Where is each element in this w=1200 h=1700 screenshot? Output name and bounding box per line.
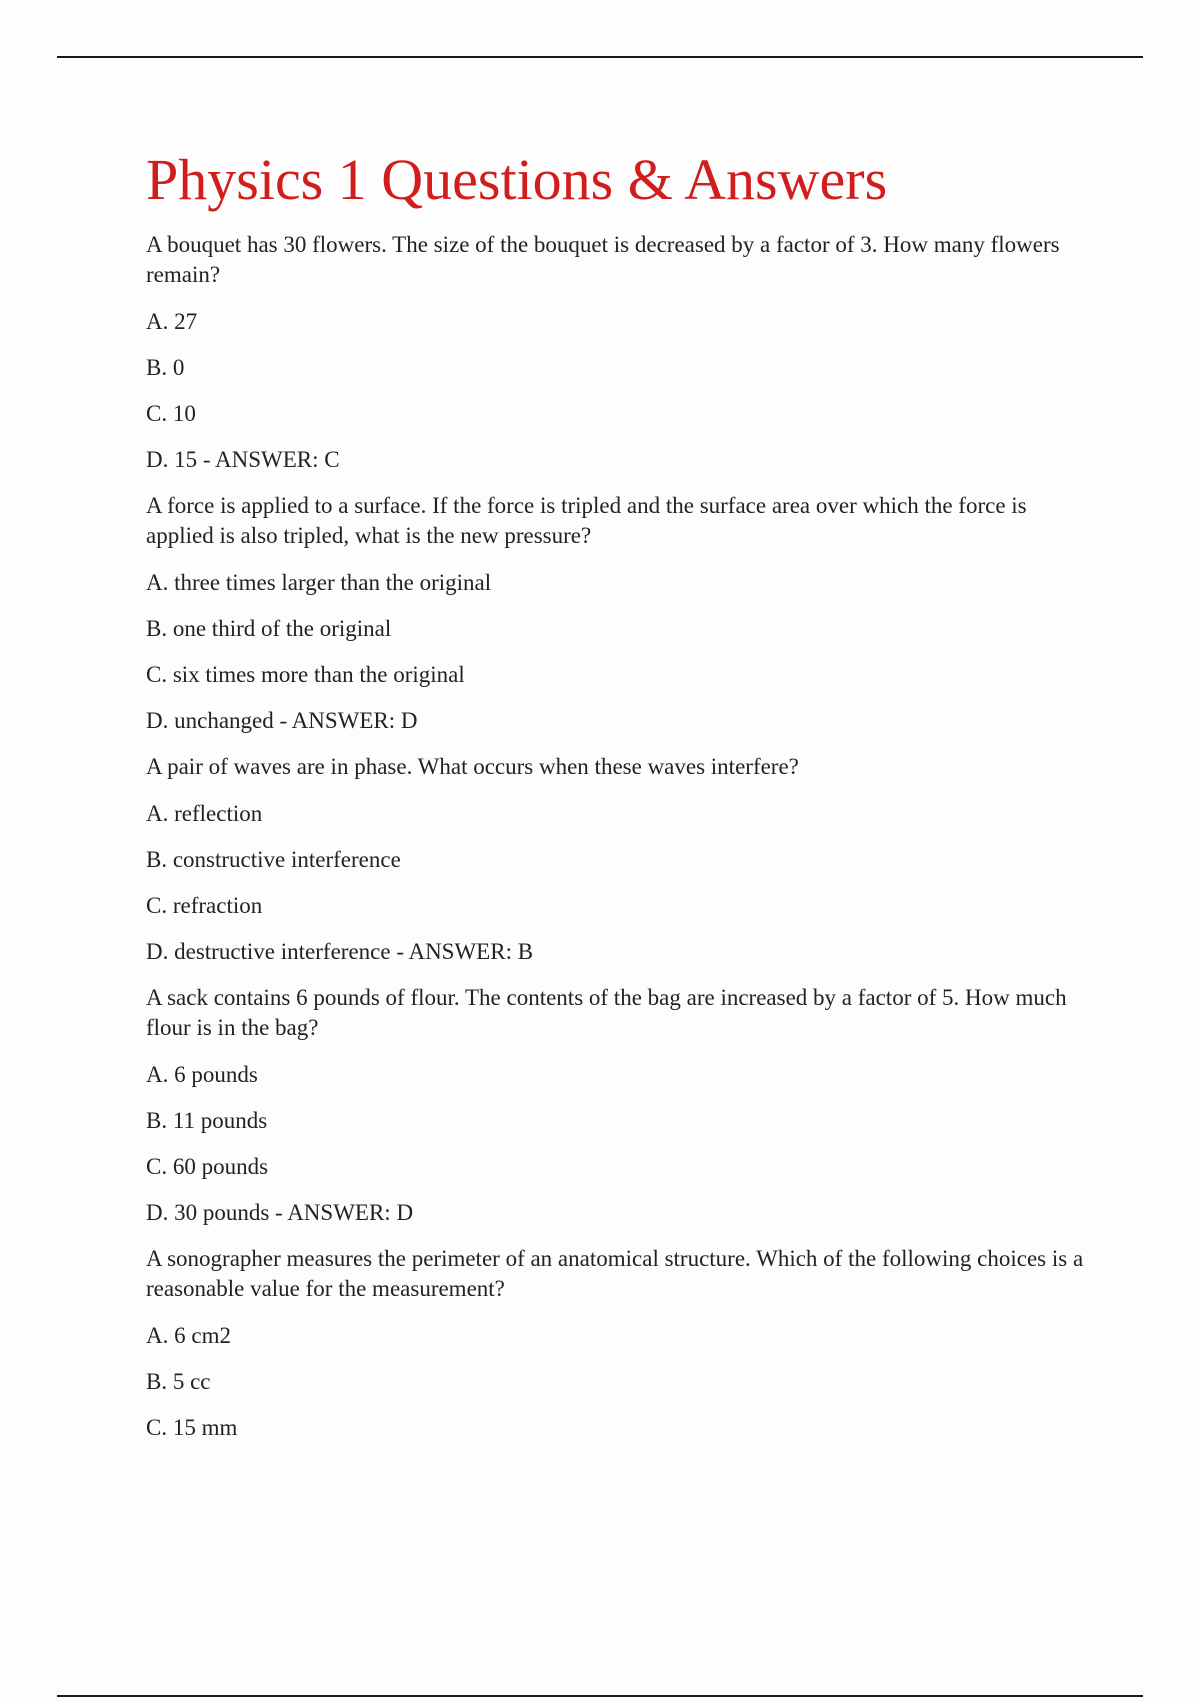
answer-option: B. 11 pounds	[146, 1108, 268, 1133]
footer-rule	[57, 1695, 1143, 1697]
question-text: A force is applied to a surface. If the force is tripled and the surface area over which the force is applied is also tripled, what is the new pressure?	[146, 493, 1027, 548]
answer-option: C. 60 pounds	[146, 1154, 269, 1179]
answer-option: C. 15 mm	[146, 1415, 238, 1440]
answer-option: A. three times larger than the original	[146, 570, 492, 595]
document-body	[146, 142, 1086, 1459]
answer-option: C. 10	[146, 401, 196, 426]
answer-option: D. destructive interference - ANSWER: B	[146, 939, 534, 964]
answer-option: C. six times more than the original	[146, 662, 465, 687]
question-text: A sonographer measures the perimeter of an anatomical structure. Which of the following choices is a reasonable value for the measurement?	[146, 1246, 1084, 1301]
header-rule	[57, 56, 1143, 58]
answer-option: A. 6 cm2	[146, 1323, 231, 1348]
answer-option: A. 27	[146, 309, 198, 334]
question-block	[146, 230, 1086, 475]
page-title: Physics 1 Questions & Answers	[146, 147, 888, 212]
question-text: A pair of waves are in phase. What occurs when these waves interfere?	[146, 754, 799, 779]
question-block	[146, 1244, 1086, 1443]
answer-option: C. refraction	[146, 893, 263, 918]
answer-option: B. one third of the original	[146, 616, 392, 641]
answer-option: D. 30 pounds - ANSWER: D	[146, 1200, 414, 1225]
answer-option: D. 15 - ANSWER: C	[146, 447, 340, 472]
answer-option: B. constructive interference	[146, 847, 401, 872]
question-text: A sack contains 6 pounds of flour. The contents of the bag are increased by a factor of 5. How much flour is in the bag?	[146, 985, 1067, 1040]
answer-option: B. 0	[146, 355, 185, 380]
question-block	[146, 491, 1086, 736]
question-block	[146, 752, 1086, 967]
question-block	[146, 983, 1086, 1228]
answer-option: A. 6 pounds	[146, 1062, 258, 1087]
answer-option: D. unchanged - ANSWER: D	[146, 708, 418, 733]
question-text: A bouquet has 30 flowers. The size of the bouquet is decreased by a factor of 3. How many flowers remain?	[146, 232, 1060, 287]
answer-option: B. 5 cc	[146, 1369, 211, 1394]
answer-option: A. reflection	[146, 801, 263, 826]
